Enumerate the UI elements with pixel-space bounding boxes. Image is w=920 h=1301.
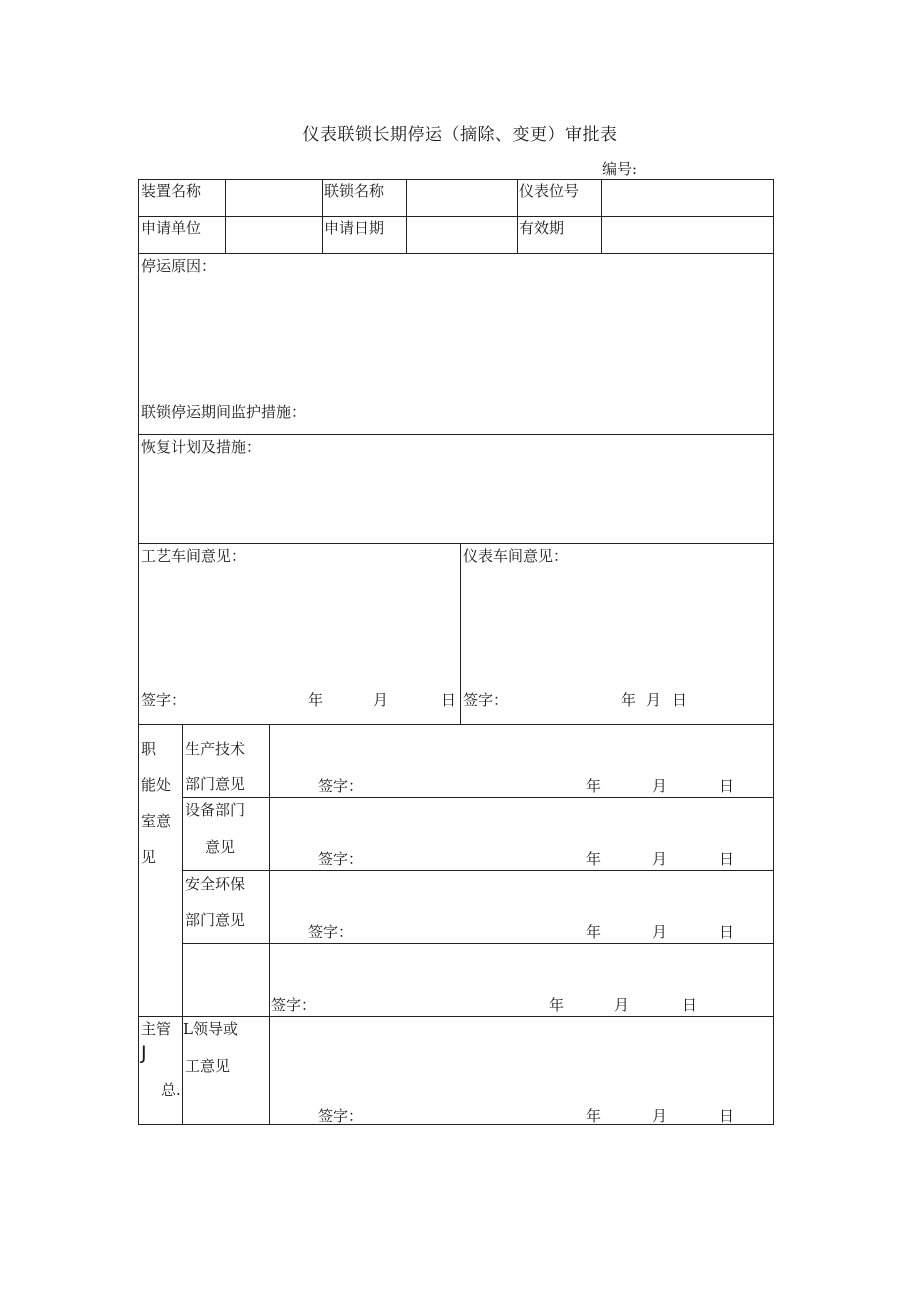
equipment-dept-sign: 签字：	[318, 850, 364, 868]
process-workshop-day: 日	[441, 691, 457, 709]
recovery-plan-label: 恢复计划及措施：	[141, 438, 262, 456]
functional-dept-side-1: 职	[141, 740, 157, 758]
interlock-name-field[interactable]	[407, 180, 517, 216]
production-tech-sign: 签字：	[318, 777, 364, 795]
production-tech-label-1: 生产技术	[185, 740, 246, 758]
functional-dept-side-4: 见	[141, 848, 157, 866]
monitor-measures-label: 联锁停运期间监护措施：	[141, 403, 307, 421]
recovery-plan-area[interactable]	[139, 435, 773, 543]
production-tech-day: 日	[719, 777, 735, 795]
form-title: 仪表联锁长期停运（摘除、变更）审批表	[302, 125, 618, 145]
process-workshop-sign: 签字：	[141, 691, 187, 709]
instrument-workshop-month: 月	[646, 691, 662, 709]
approval-form-table	[138, 179, 774, 1125]
safety-env-day: 日	[719, 923, 735, 941]
apply-date-label: 申请日期	[324, 219, 385, 237]
validity-field[interactable]	[602, 217, 773, 253]
instrument-tag-label: 仪表位号	[519, 182, 580, 200]
equipment-dept-day: 日	[719, 850, 735, 868]
instrument-tag-field[interactable]	[602, 180, 773, 216]
equipment-dept-year: 年	[586, 850, 602, 868]
functional-dept-side-2: 能处	[141, 776, 172, 794]
safety-env-year: 年	[586, 923, 602, 941]
supervisor-side-1: 主管	[141, 1020, 172, 1038]
other-dept-year: 年	[549, 996, 565, 1014]
equipment-dept-label-2: 意见	[205, 838, 236, 856]
stop-reason-area[interactable]	[139, 254, 773, 434]
instrument-workshop-label: 仪表车间意见：	[463, 547, 569, 565]
safety-env-label-2: 部门意见	[185, 911, 246, 929]
functional-dept-side-3: 室意	[141, 812, 172, 830]
other-dept-month: 月	[614, 996, 630, 1014]
process-workshop-year: 年	[308, 691, 324, 709]
supervisor-label-1: L领导或	[183, 1020, 238, 1038]
production-tech-label-2: 部门意见	[185, 775, 246, 793]
equipment-dept-label-1: 设备部门	[185, 801, 246, 819]
applicant-unit-label: 申请单位	[141, 219, 202, 237]
device-name-field[interactable]	[226, 180, 322, 216]
production-tech-month: 月	[652, 777, 668, 795]
production-tech-year: 年	[586, 777, 602, 795]
safety-env-month: 月	[652, 923, 668, 941]
supervisor-side-3: 总.	[161, 1081, 181, 1099]
supervisor-sign: 签字：	[318, 1107, 364, 1125]
supervisor-year: 年	[586, 1107, 602, 1125]
interlock-name-label: 联锁名称	[324, 182, 385, 200]
equipment-dept-month: 月	[652, 850, 668, 868]
validity-label: 有效期	[519, 219, 565, 237]
applicant-unit-field[interactable]	[226, 217, 322, 253]
supervisor-label-2: 工意见	[185, 1057, 231, 1075]
supervisor-day: 日	[719, 1107, 735, 1125]
instrument-workshop-year: 年	[621, 691, 637, 709]
stop-reason-label: 停运原因：	[141, 257, 217, 275]
apply-date-field[interactable]	[407, 217, 517, 253]
instrument-workshop-sign: 签字：	[463, 691, 509, 709]
device-name-label: 装置名称	[141, 182, 202, 200]
other-dept-sign: 签字：	[271, 996, 317, 1014]
safety-env-label-1: 安全环保	[185, 875, 246, 893]
process-workshop-month: 月	[373, 691, 389, 709]
instrument-workshop-day: 日	[672, 691, 688, 709]
supervisor-month: 月	[652, 1107, 668, 1125]
supervisor-side-2: J	[141, 1042, 147, 1064]
safety-env-sign: 签字：	[308, 923, 354, 941]
other-dept-day: 日	[682, 996, 698, 1014]
serial-number-label: 编号:	[602, 160, 638, 178]
process-workshop-label: 工艺车间意见：	[141, 547, 247, 565]
